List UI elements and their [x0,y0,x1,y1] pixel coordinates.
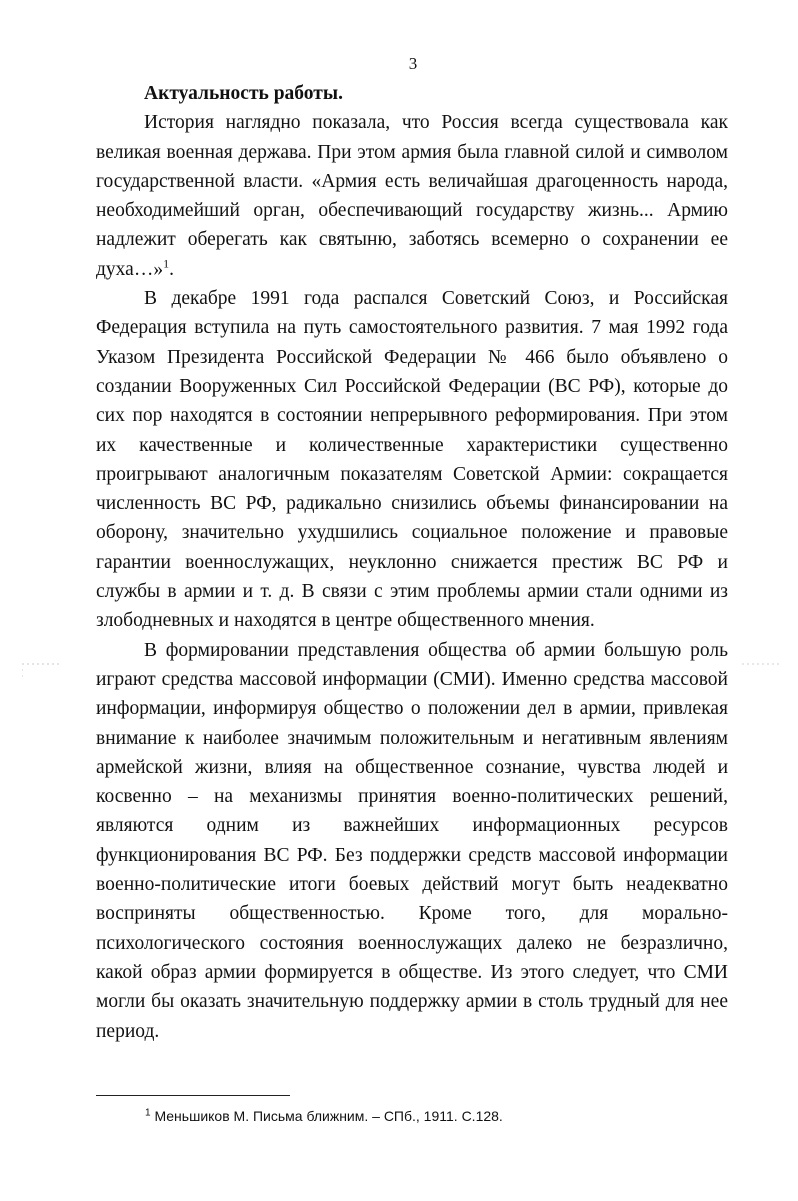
paragraph-1-text: История наглядно показала, что Россия всегда существовала как великая военная держава. При этом армия была главной силой и символом государственной власти. «Армия есть величайшая драгоценность народа, необходимейший орган, обеспечивающий государству жизнь... Армию надлежит оберегать как святыню, заботясь всемерно о сохранении ее духа…» [96,112,728,280]
paragraph-3-text: В формировании представления общества об армии большую роль играют средства массовой информации (СМИ). Именно средства массовой информации, информируя общество о положении дел в армии, привлекая внимание к наиболее значимым положительным и негативным явлениям армейской жизни, влияя на общественное сознание, чувства людей и косвенно – на механизмы принятия военно-политических решений, являются одним из важнейших информационных ресурсов функционирования ВС РФ. Без поддержки средств массовой информации военно-политические итоги боевых действий могут быть неадекватно восприняты общественностью. Кроме того, для морально-психологического состояния военнослужащих далеко не безразлично, какой образ армии формируется в обществе. Из этого следует, что СМИ могли бы оказать значительную поддержку армии в столь трудный для нее период. [96,639,728,1042]
paragraph-2 [96,284,728,636]
footnote [145,1107,503,1125]
page-number: 3 [408,54,418,73]
paragraph-3 [96,636,728,1046]
scan-artifact-right [742,662,782,672]
paragraph-2-text: В декабре 1991 года распался Советский Союз, и Российская Федерация вступила на путь самостоятельного развития. 7 мая 1992 года Указом Президента Российской Федерации № 466 было объявлено о создании Вооруженных Сил Российской Федерации (ВС РФ), которые до сих пор находятся в состоянии непрерывного реформирования. При этом их качественные и количественные характеристики существенно проигрывают аналогичным показателям Советской Армии: сокращается численность ВС РФ, радикально снизились объемы финансировании на оборону, значительно ухудшились социальное положение и правовые гарантии военнослужащих, неуклонно снижается престиж ВС РФ и службы в армии и т. д. В связи с этим проблемы армии стали одними из злободневных и находятся в центре общественного мнения. [96,288,728,632]
document-body [96,79,728,1046]
footnote-number: 1 [145,1107,151,1119]
section-heading: Актуальность работы. [144,83,343,104]
paragraph-1-tail: . [169,258,174,280]
footnote-reference: 1 [163,256,170,271]
paragraph-1 [96,108,728,284]
footnote-text: Меньшиков М. Письма ближним. – СПб., 1911. С.128. [154,1108,503,1124]
scan-artifact-left [22,662,62,682]
footnote-separator [96,1095,290,1096]
